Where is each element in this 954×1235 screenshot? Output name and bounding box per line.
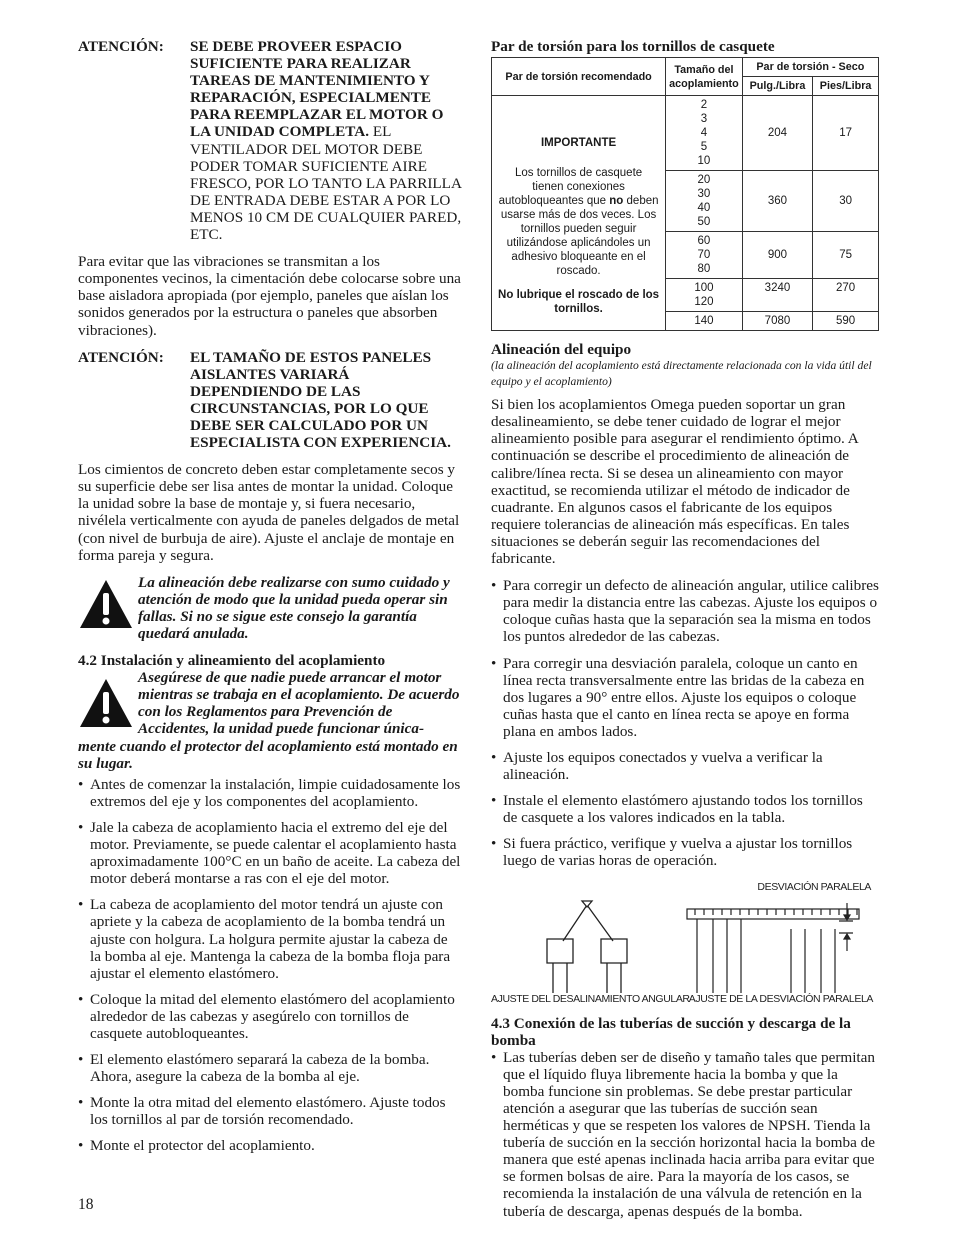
alignment-paragraph: Si bien los acoplamientos Omega pueden soportar un gran desalineamiento, se debe tener cuidado de lograr el mejor alineamiento posible para asegurar el rendimiento óptimo. A continuación se describe el procedimiento de alineación de calibre/línea recta. Si se desea un alineamiento con mayor exactitud, se recomienda utilizar el método de indicador de cuadrante. En algunos casos el fabricante de los equipos requiere tolerancias de alineación más específicas. En tales situaciones se deberán seguir las recomendaciones del fabricante. bbox=[491, 396, 858, 568]
bullet-text: Las tuberías deben ser de diseño y tamaño tales que permitan que el líquido fluya libremente hacia la bomba y que la bomba funcione sin problemas. Se debe prestar particular atención a asegurar que las tuberías de succión sean herméticas y que se respeten los valores de NPSH. Tienda la tubería de succión en la sección horizontal hacia la bomba de manera que esté apenas inclinada hacia arriba para evitar que se formen bolsas de aire. Para la mayoría de los casos, se recomienda la instalación de una válvula de retención en la tubería de descarga, apenas después de la bomba. bbox=[503, 1048, 875, 1220]
warning-text-continued: mente cuando el protector del acoplamiento está montado en su lugar. bbox=[78, 737, 458, 772]
header-size: Tamaño del acoplamiento bbox=[666, 58, 743, 96]
paragraph-vibrations: Para evitar que las vibraciones se transmitan a los componentes vecinos, la cimentación debe colocarse sobre una base aisladora apropiada (por ejemplo, paneles que aíslan los sonidos generados por la estructura o paneles que absorben vibraciones). bbox=[78, 253, 461, 339]
list-item bbox=[78, 1137, 462, 1154]
important-title: IMPORTANTE bbox=[540, 137, 617, 150]
bullet-marker: • bbox=[78, 1137, 84, 1155]
warning-block-1 bbox=[78, 574, 462, 642]
warning-text: Asegúrese de que nadie puede arrancar el motor mientras se trabaja en el acoplamiento. De acuerdo con los Reglamentos para Prevención de Accidentes, la unidad puede funcionar única- bbox=[138, 669, 460, 738]
inlb-cell: 900 bbox=[742, 232, 812, 279]
bullet-text: Si fuera práctico, verifique y vuelva a ajustar los tornillos luego de varias horas de operación. bbox=[503, 835, 853, 870]
bullet-text: Antes de comenzar la instalación, limpie cuidadosamente los extremos del eje y los componentes del acoplamiento. bbox=[90, 775, 461, 810]
attention-block-1 bbox=[78, 38, 462, 243]
bullet-marker: • bbox=[491, 577, 497, 595]
paragraph-foundations: Los cimientos de concreto deben estar completamente secos y su superficie debe ser lisa antes de montar la unidad. Coloque la unidad sobre la base de montaje y, si fuera necesario, nivélela verticalmente con ayuda de paneles delgados de metal (con nivel de burbuja de aire). Ajuste el anclaje de montaje en forma pareja y segura. bbox=[78, 461, 460, 564]
size-value: 120 bbox=[694, 296, 714, 309]
important-text bbox=[498, 166, 659, 278]
bullet-text: Monte el protector del acoplamiento. bbox=[90, 1137, 315, 1155]
alignment-diagram bbox=[491, 893, 879, 1003]
header-inlb: Pulg./Libra bbox=[742, 77, 812, 96]
alignment-bullet-list bbox=[491, 577, 879, 869]
size-value: 80 bbox=[697, 263, 711, 276]
header-recommended: Par de torsión recomendado bbox=[492, 58, 666, 96]
important-note-cell bbox=[492, 96, 666, 331]
bullet-marker: • bbox=[78, 1094, 84, 1112]
ftlb-cell: 270 bbox=[813, 279, 879, 312]
size-value: 4 bbox=[700, 127, 708, 140]
torque-table bbox=[491, 57, 879, 331]
bullet-marker: • bbox=[78, 990, 84, 1008]
ftlb-cell: 17 bbox=[813, 96, 879, 171]
figure-label-parallel: DESVIACIÓN PARALELA bbox=[757, 880, 871, 893]
size-value: 60 bbox=[697, 235, 711, 248]
size-value: 2 bbox=[700, 99, 708, 112]
bullet-text: Jale la cabeza de acoplamiento hacia el extremo del eje del motor. Previamente, se puede calentar el acoplamiento hasta aproximadamente 100°C en un baño de aceite. La cabeza del motor deberá montarse a ras con el eje del motor. bbox=[90, 818, 461, 888]
attention-text bbox=[190, 38, 462, 243]
install-bullet-list bbox=[78, 776, 462, 1155]
bullet-marker: • bbox=[78, 818, 84, 836]
page-number: 18 bbox=[78, 1196, 94, 1213]
size-cell bbox=[666, 171, 743, 232]
bullet-text: Coloque la mitad del elemento elastómero del acoplamiento alrededor de las cabezas y asegúrelo con tornillos de casquete autobloqueantes. bbox=[90, 990, 455, 1042]
alignment-figure bbox=[491, 879, 879, 1009]
attention-bold-text: SE DEBE PROVEER ESPACIO SUFICIENTE PARA REALIZAR TAREAS DE MANTENIMIENTO Y REPARACIÓN, ESPECIALMENTE PARA REEMPLAZAR EL MOTOR O LA UNIDAD COMPLETA. bbox=[190, 38, 444, 141]
right-column bbox=[491, 38, 879, 1229]
important-text-no: no bbox=[609, 195, 624, 208]
list-item bbox=[78, 991, 462, 1042]
attention-label: ATENCIÓN: bbox=[78, 38, 164, 55]
size-value: 100 bbox=[694, 282, 714, 295]
list-item bbox=[78, 819, 462, 887]
warning-icon bbox=[78, 574, 138, 642]
important-text-pre: Los tornillos de casquete tienen conexiones autobloqueantes que bbox=[498, 167, 643, 208]
attention-block-2 bbox=[78, 349, 462, 452]
warning-icon bbox=[78, 669, 138, 737]
important-text-post: deben usarse más de dos veces. Los tornillos pueden seguir utilizándose aplicándoles un adhesivo bloqueante en el roscado. bbox=[500, 195, 659, 278]
list-item bbox=[78, 1051, 462, 1085]
list-item bbox=[491, 749, 879, 783]
bullet-marker: • bbox=[491, 748, 497, 766]
left-column bbox=[78, 38, 462, 1164]
size-value: 3 bbox=[700, 113, 708, 126]
bullet-marker: • bbox=[78, 775, 84, 793]
alignment-note: (la alineación del acoplamiento está directamente relacionada con la vida útil del equipo y el acoplamiento) bbox=[491, 359, 872, 389]
bullet-text: Ajuste los equipos conectados y vuelva a verificar la alineación. bbox=[503, 748, 823, 784]
table-title: Par de torsión para los tornillos de casquete bbox=[491, 38, 775, 55]
inlb-cell: 204 bbox=[742, 96, 812, 171]
list-item bbox=[78, 896, 462, 981]
inlb-cell: 360 bbox=[742, 171, 812, 232]
table-row bbox=[492, 96, 879, 171]
size-value: 5 bbox=[700, 141, 708, 154]
inlb-cell: 7080 bbox=[742, 312, 812, 331]
warning-text: La alineación debe realizarse con sumo cuidado y atención de modo que la unidad pueda operar sin fallas. Si no se sigue este consejo la garantía quedará anulada. bbox=[138, 573, 450, 642]
bullet-marker: • bbox=[78, 896, 84, 914]
bullet-text: Instale el elemento elastómero ajustando todos los tornillos de casquete a los valores indicados en la tabla. bbox=[503, 792, 863, 827]
header-torque: Par de torsión - Seco bbox=[742, 58, 878, 77]
bullet-text: Para corregir una desviación paralela, coloque un canto en línea recta transversalmente entre las bridas de la cabeza en dos lugares a 90° entre ellos. Ajuste los equipos o coloque cuñas hasta que el canto en línea recta se apoye en forma plana en ambos lados. bbox=[503, 654, 865, 740]
size-value: 30 bbox=[697, 188, 711, 201]
section-heading-4-2: 4.2 Instalación y alineamiento del acoplamiento bbox=[78, 652, 386, 670]
size-value: 70 bbox=[697, 249, 711, 262]
ftlb-cell: 30 bbox=[813, 171, 879, 232]
attention-label: ATENCIÓN: bbox=[78, 348, 164, 366]
size-cell bbox=[666, 232, 743, 279]
torque-table-body bbox=[492, 96, 879, 331]
bullet-marker: • bbox=[78, 1051, 84, 1069]
figure-label-parallel-adjust: AJUSTE DE LA DESVIACIÓN PARALELA bbox=[688, 993, 873, 1006]
list-item bbox=[491, 792, 879, 826]
bullet-marker: • bbox=[491, 835, 497, 853]
bullet-text: Monte la otra mitad del elemento elastómero. Ajuste todos los tornillos al par de torsión recomendado. bbox=[90, 1094, 446, 1129]
size-cell bbox=[666, 312, 743, 331]
list-item bbox=[491, 655, 879, 740]
size-value: 40 bbox=[697, 202, 711, 215]
size-value: 50 bbox=[697, 216, 711, 229]
inlb-cell: 3240 bbox=[742, 279, 812, 312]
bullet-text: El elemento elastómero separará la cabeza de la bomba. Ahora, asegure la cabeza de la bomba al eje. bbox=[90, 1051, 430, 1086]
size-cell bbox=[666, 279, 743, 312]
bullet-marker: • bbox=[491, 792, 497, 810]
list-item bbox=[491, 835, 879, 869]
bullet-marker: • bbox=[491, 1048, 497, 1066]
bullet-text: La cabeza de acoplamiento del motor tendrá un ajuste con apriete y la cabeza de acoplamiento de la bomba tendrá un ajuste con holgura. La holgura permite ajustar la cabeza de la bomba al eje. Mantenga la cabeza de la bomba floja para ajustar el elemento elastómero. bbox=[90, 896, 451, 982]
size-value: 20 bbox=[697, 174, 711, 187]
attention-text: EL TAMAÑO DE ESTOS PANELES AISLANTES VARIARÁ DEPENDIENDO DE LAS CIRCUNSTANCIAS, POR LO QUE DEBE SER CALCULADO POR UN ESPECIALISTA CON EXPERIENCIA. bbox=[190, 348, 451, 452]
list-item bbox=[78, 1094, 462, 1128]
figure-label-angular: AJUSTE DEL DESALINAMIENTO ANGULAR bbox=[491, 993, 690, 1006]
size-cell bbox=[666, 96, 743, 171]
ftlb-cell: 75 bbox=[813, 232, 879, 279]
important-bold-text: No lubrique el roscado de los tornillos. bbox=[498, 289, 660, 316]
header-ftlb: Pies/Libra bbox=[813, 77, 879, 96]
list-item bbox=[78, 776, 462, 810]
alignment-heading: Alineación del equipo bbox=[491, 341, 632, 359]
bullet-text: Para corregir un defecto de alineación angular, utilice calibres para medir la distancia entre las cabezas. Ajuste los equipos o coloque cuñas hasta que la separación sea la misma en todos los puntos alrededor de las cabezas. bbox=[503, 577, 879, 646]
list-item bbox=[491, 577, 879, 645]
list-item bbox=[491, 1049, 879, 1220]
attention-rest-text: EL VENTILADOR DEL MOTOR DEBE PODER TOMAR SUFICIENTE AIRE FRESCO, POR LO TANTO LA PARRILLA DE ENTRADA DEBE ESTAR A POR LO MENOS 10 CM DE CUALQUIER PARED, ETC. bbox=[190, 123, 462, 244]
ftlb-cell: 590 bbox=[813, 312, 879, 331]
warning-block-2 bbox=[78, 669, 462, 737]
size-value: 140 bbox=[694, 315, 714, 328]
size-value: 10 bbox=[697, 155, 711, 168]
section-heading-4-3: 4.3 Conexión de las tuberías de succión y descarga de la bomba bbox=[491, 1014, 851, 1049]
bullet-marker: • bbox=[491, 654, 497, 672]
